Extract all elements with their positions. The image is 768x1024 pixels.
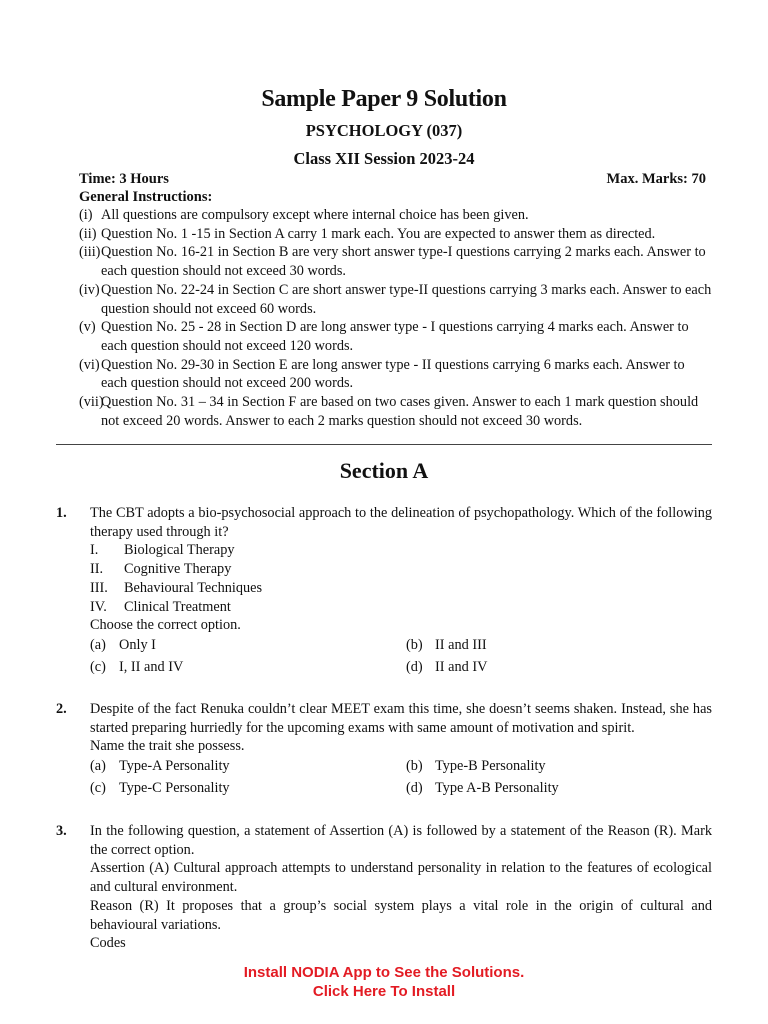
question-stem: In the following question, a statement of Assertion (A) is followed by a statement of the Reason (R). Mark the correct option. [90, 823, 712, 858]
instruction-number: (ii) [79, 225, 97, 242]
option-text: I, II and IV [119, 658, 184, 675]
instruction-item [79, 318, 713, 355]
instruction-item [79, 225, 713, 244]
question-number: 2. [56, 701, 67, 717]
instruction-number: (vi) [79, 356, 100, 373]
click-to-install-link[interactable]: Click Here To Install [312, 983, 456, 1000]
instructions-list [79, 206, 713, 430]
option-text: Only I [119, 636, 156, 653]
time-allowed: Time: 3 Hours [79, 171, 169, 187]
statement-number: III. [90, 579, 108, 596]
statement-number: II. [90, 561, 104, 578]
paper-title: Sample Paper 9 Solution [261, 86, 507, 112]
option-label: (c) [90, 658, 106, 675]
statement-item [90, 579, 712, 598]
instruction-text: Question No. 25 - 28 in Section D are long answer type - I questions carrying 4 marks each. Answer to each question should not exceed 120 words. [101, 319, 689, 354]
option-b [406, 636, 706, 655]
options-grid [90, 757, 712, 797]
option-label: (c) [90, 779, 106, 796]
option-text: Type A-B Personality [435, 779, 559, 796]
statement-number: IV. [90, 598, 107, 615]
instruction-item [79, 393, 713, 430]
section-divider [56, 444, 712, 445]
option-label: (d) [406, 779, 423, 796]
instruction-text: Question No. 29-30 in Section E are long answer type - II questions carrying 6 marks each. Answer to each question should not exceed 200 words. [101, 356, 685, 392]
question-body [90, 700, 712, 798]
instruction-number: (iv) [79, 281, 100, 298]
option-text: II and III [435, 636, 487, 653]
option-c [90, 779, 406, 798]
install-app-link[interactable]: Install NODIA App to See the Solutions. [243, 964, 525, 981]
instruction-text: All questions are compulsory except where internal choice has been given. [101, 207, 529, 223]
question-3 [56, 822, 712, 953]
general-instructions-heading: General Instructions: [79, 189, 213, 205]
statement-number: I. [90, 542, 99, 559]
statement-text: Behavioural Techniques [124, 579, 263, 596]
option-text: Type-A Personality [119, 758, 230, 775]
option-a [90, 636, 406, 655]
subject-heading: PSYCHOLOGY (037) [305, 121, 463, 140]
question-body [90, 822, 712, 953]
question-prompt: Name the trait she possess. [90, 738, 245, 755]
option-a [90, 757, 406, 776]
assertion-text: Assertion (A) Cultural approach attempts to understand personality in relation to the features of ecological and cultural environment. [90, 860, 712, 896]
option-text: II and IV [435, 658, 488, 675]
statement-text: Cognitive Therapy [124, 561, 232, 578]
option-b [406, 757, 706, 776]
statement-item [90, 560, 712, 579]
max-marks: Max. Marks: 70 [606, 171, 706, 187]
instruction-item [79, 243, 713, 280]
instruction-text: Question No. 16-21 in Section B are very short answer type-I questions carrying 2 marks each. Answer to each question should not exceed 30 words. [101, 244, 706, 280]
exam-meta-row [79, 171, 706, 188]
option-text: Type-B Personality [435, 758, 546, 775]
option-label: (d) [406, 658, 423, 675]
question-prompt: Choose the correct option. [90, 617, 241, 634]
option-d [406, 658, 706, 677]
instruction-item [79, 206, 713, 225]
section-heading: Section A [339, 458, 429, 483]
instruction-text: Question No. 22-24 in Section C are short answer type-II questions carrying 3 marks each. Answer to each question should not exceed 60 words. [101, 281, 712, 317]
statement-text: Biological Therapy [124, 542, 235, 559]
question-body [90, 504, 712, 676]
options-grid [90, 636, 712, 676]
statement-item [90, 541, 712, 560]
instruction-item [79, 281, 713, 318]
instruction-number: (iii) [79, 244, 101, 261]
instruction-item [79, 356, 713, 393]
question-number: 3. [56, 823, 67, 839]
question-2 [56, 700, 712, 798]
option-c [90, 658, 406, 677]
option-label: (b) [406, 636, 423, 653]
statement-item [90, 598, 712, 617]
statement-text: Clinical Treatment [124, 598, 231, 615]
option-label: (a) [90, 758, 106, 775]
instruction-text: Question No. 31 – 34 in Section F are based on two cases given. Answer to each 1 mark question should not exceed 20 words. Answer to each 2 marks question should not exceed 30 words. [101, 394, 699, 429]
question-stem: The CBT adopts a bio-psychosocial approach to the delineation of psychopathology. Which of the following therapy used through it? [90, 505, 712, 540]
question-stem: Despite of the fact Renuka couldn’t clear MEET exam this time, she doesn’t seems shaken. Instead, she has started preparing hurriedly for the upcoming exams with same amount of motivation and spirit. [90, 701, 712, 736]
reason-text: Reason (R) It proposes that a group’s social system plays a vital role in the origin of cultural and behavioural variations. [90, 897, 712, 933]
instruction-number: (vii) [79, 394, 104, 411]
option-label: (b) [406, 758, 423, 775]
class-session-heading: Class XII Session 2023-24 [293, 149, 475, 168]
question-number: 1. [56, 505, 67, 521]
codes-label: Codes [90, 935, 126, 952]
install-app-banner[interactable] [0, 963, 768, 1001]
option-text: Type-C Personality [119, 779, 230, 796]
option-label: (a) [90, 636, 106, 653]
instruction-number: (v) [79, 319, 96, 336]
question-1 [56, 504, 712, 676]
instruction-text: Question No. 1 -15 in Section A carry 1 mark each. You are expected to answer them as directed. [101, 225, 656, 242]
instruction-number: (i) [79, 207, 93, 223]
option-d [406, 779, 706, 798]
